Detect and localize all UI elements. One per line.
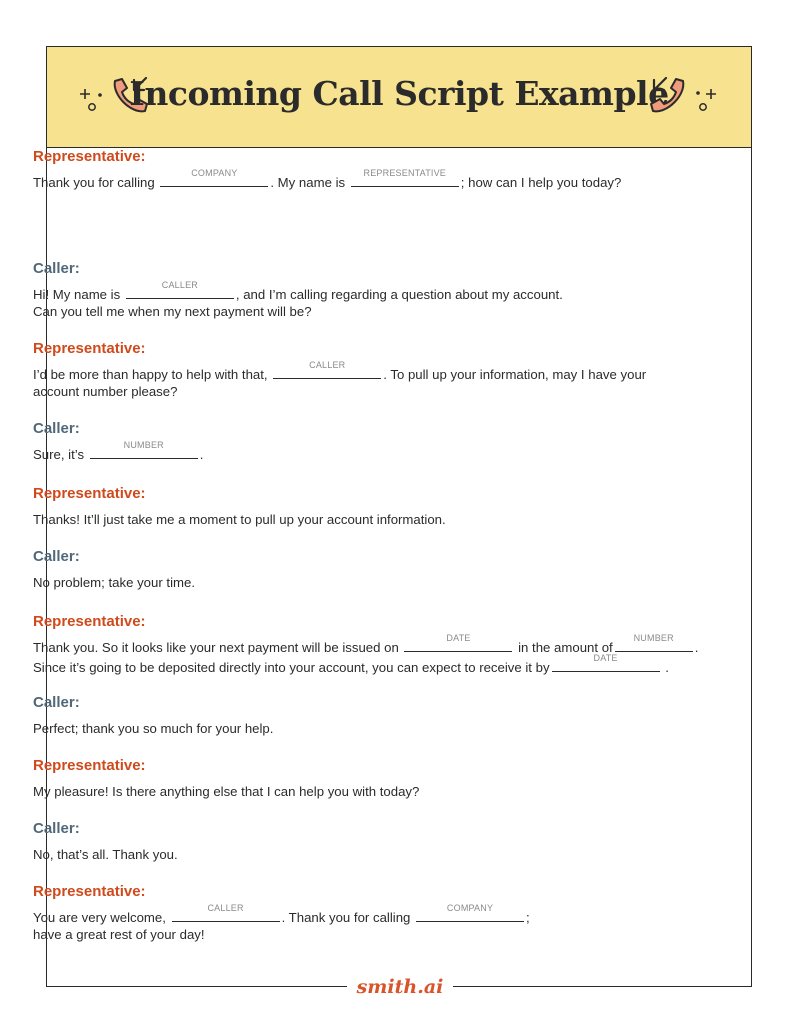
speaker-label: Caller: [33,420,80,437]
blank-placeholder: COMPANY [191,168,238,178]
script-line [33,653,698,676]
script-block [33,883,530,943]
script-text: . [665,660,669,675]
script-line [33,168,622,191]
script-block [33,757,419,800]
fill-in-blank[interactable] [404,633,512,652]
script-line: Thanks! It’ll just take me a moment to pull up your account information. [33,512,446,527]
script-block [33,548,195,591]
blank-placeholder: DATE [446,633,471,643]
script-text: . [199,447,204,462]
script-block [33,148,621,191]
speaker-label: Representative: [33,148,146,165]
script-text: Hi! My name is [33,287,121,302]
speaker-label: Representative: [33,883,146,900]
script-line: No problem; take your time. [33,575,195,590]
speaker-label: Representative: [33,340,146,357]
blank-placeholder: COMPANY [446,903,494,913]
script-text: Sure, it’s [33,447,85,462]
script-text: Thank you. So it looks like your next payment will be issued on [33,640,399,655]
speaker-label: Representative: [33,485,146,502]
script-line: Perfect; thank you so much for your help. [33,721,274,736]
header-banner [47,47,751,148]
script-text: in the amount of [518,640,613,655]
script-text: I’d be more than happy to help with that, [33,367,268,382]
script-block [33,260,563,320]
fill-in-blank[interactable] [160,168,268,187]
script-block [33,485,446,528]
script-line: have a great rest of your day! [33,927,205,942]
outgoing-call-icon [647,75,691,119]
script-text: ; [526,910,530,925]
script-block [33,340,646,400]
script-text: . Thank you for calling [281,910,411,925]
blank-placeholder: NUMBER [633,633,674,643]
speaker-label: Representative: [33,613,146,630]
fill-in-blank[interactable] [351,168,459,187]
script-line: My pleasure! Is there anything else that I can help you with today? [33,784,420,799]
page-title: Incoming Call Script Example [129,74,669,113]
blank-placeholder: REPRESENTATIVE [363,168,447,178]
fill-in-blank[interactable] [126,280,234,299]
blank-placeholder: NUMBER [123,440,164,450]
speaker-label: Caller: [33,694,80,711]
fill-in-blank[interactable] [273,360,381,379]
blank-placeholder: CALLER [161,280,198,290]
script-block [33,694,273,737]
script-block [33,420,203,463]
fill-in-blank[interactable] [172,903,280,922]
script-line: account number please? [33,384,178,399]
script-line: Can you tell me when my next payment will be? [33,304,312,319]
script-text: . To pull up your information, may I have your [383,367,647,382]
script-text: . [694,640,699,655]
sparkle-icon [693,83,719,113]
script-block [33,613,698,676]
logo-text: smith.ai [347,976,454,998]
speaker-label: Caller: [33,260,80,277]
script-line [33,903,530,926]
speaker-label: Caller: [33,820,80,837]
blank-placeholder: DATE [593,653,618,663]
script-text: Since it’s going to be deposited directly into your account, you can expect to receive it by [33,660,550,675]
speaker-label: Representative: [33,757,146,774]
script-text: You are very welcome, [33,910,166,925]
script-block [33,820,178,863]
blank-placeholder: CALLER [309,360,346,370]
fill-in-blank[interactable] [90,440,198,459]
script-text: , and I’m calling regarding a question about my account. [235,287,563,302]
script-text: . My name is [270,175,346,190]
blank-placeholder: CALLER [207,903,244,913]
script-line: No, that’s all. Thank you. [33,847,178,862]
script-line [33,360,647,383]
speaker-label: Caller: [33,548,80,565]
script-text: ; how can I help you today? [460,175,622,190]
smith-ai-logo [0,976,800,998]
script-line [33,440,204,463]
fill-in-blank[interactable] [552,653,660,672]
script-line [33,280,563,303]
fill-in-blank[interactable] [416,903,524,922]
script-text: Thank you for calling [33,175,155,190]
